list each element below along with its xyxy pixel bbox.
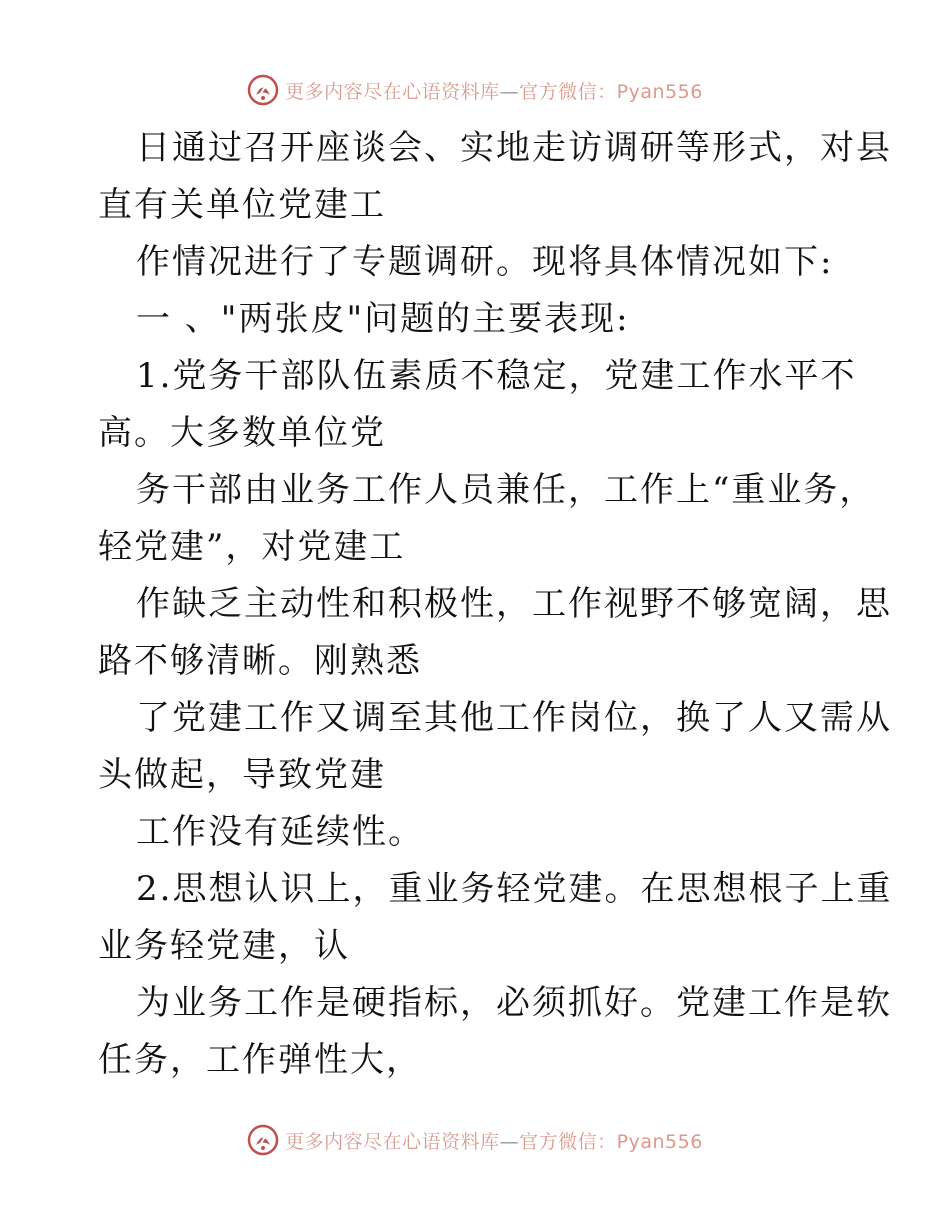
footer-watermark (0, 1120, 950, 1160)
body-text-line: 任务，工作弹性大， (98, 1040, 422, 1080)
body-text-line: 轻党建”，对党建工 (98, 527, 406, 567)
document-body (98, 120, 893, 1089)
body-text-line: 一 、"两张皮"问题的主要表现: (136, 299, 630, 339)
watermark-main-text: 更多内容尽在心语资料库 (285, 1130, 500, 1153)
body-text-line: 了党建工作又调至其他工作岗位，换了人又需从 (136, 698, 892, 738)
body-text-line: 1.党务干部队伍素质不稳定，党建工作水平不 (136, 356, 857, 396)
body-text-line: 为业务工作是硬指标，必须抓好。党建工作是软 (136, 983, 892, 1023)
watermark-separator: — (499, 80, 520, 103)
watermark-text (285, 77, 703, 104)
body-text-line: 2.思想认识上，重业务轻党建。在思想根子上重 (136, 869, 893, 909)
body-text-line: 高。大多数单位党 (98, 413, 386, 453)
body-text-line: 工作没有延续性。 (136, 812, 424, 852)
body-text-line: 日通过召开座谈会、实地走访调研等形式，对县 (136, 128, 892, 168)
body-text-line: 头做起，导致党建 (98, 755, 386, 795)
watermark-separator: — (499, 1130, 520, 1153)
watermark-wechat-text: 官方微信：Pyan556 (519, 1130, 703, 1153)
body-text-line: 业务轻党建，认 (98, 926, 350, 966)
body-text-line: 务干部由业务工作人员兼任，工作上“重业务， (136, 470, 876, 510)
watermark-wechat-text: 官方微信：Pyan556 (519, 80, 703, 103)
watermark-text (285, 1127, 703, 1154)
body-text-line: 路不够清晰。刚熟悉 (98, 641, 422, 681)
body-text-line: 直有关单位党建工 (98, 185, 386, 225)
body-text-line: 作缺乏主动性和积极性，工作视野不够宽阔，思 (136, 584, 892, 624)
lotus-seal-logo-icon (247, 1124, 279, 1156)
header-watermark (0, 70, 950, 110)
body-text-line: 作情况进行了专题调研。现将具体情况如下: (136, 242, 834, 282)
watermark-main-text: 更多内容尽在心语资料库 (285, 80, 500, 103)
lotus-seal-logo-icon (247, 74, 279, 106)
